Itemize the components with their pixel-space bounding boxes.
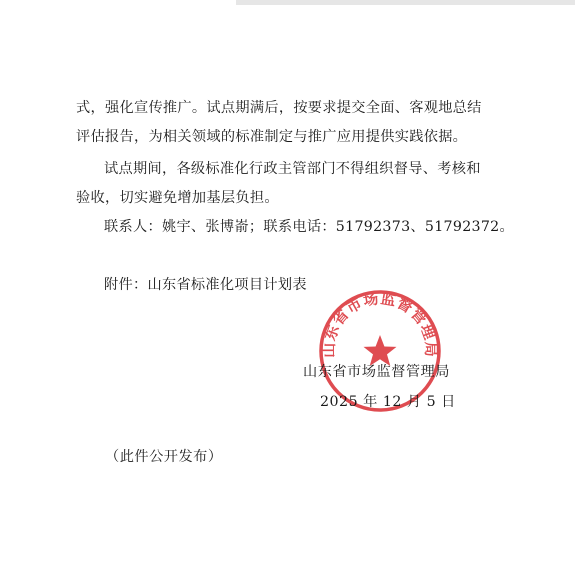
issue-date: 2025 年 12 月 5 日 <box>320 394 456 410</box>
publish-note: （此件公开发布） <box>105 449 223 465</box>
paragraph-line: 验收，切实避免增加基层负担。 <box>76 190 279 206</box>
contact-line: 联系人：姚宇、张博嵛；联系电话：51792373、51792372。 <box>104 219 515 235</box>
seal-text: 山东省市场监督管理局 <box>319 289 441 358</box>
paragraph-line: 式，强化宣传推广。试点期满后，按要求提交全面、客观地总结 <box>76 100 482 116</box>
page-top-edge <box>236 0 575 5</box>
attachment-line <box>76 271 516 300</box>
paragraph-line: 试点期间，各级标准化行政主管部门不得组织督导、考核和 <box>104 161 481 177</box>
attachment-text: 附件：山东省标准化项目计划表 <box>104 277 307 293</box>
issuer-name: 山东省市场监督管理局 <box>303 364 450 380</box>
paragraph-line: 评估报告，为相关领域的标准制定与推广应用提供实践依据。 <box>76 129 468 145</box>
paragraph-summary <box>76 94 516 152</box>
paragraph-pilot-period <box>76 155 516 242</box>
